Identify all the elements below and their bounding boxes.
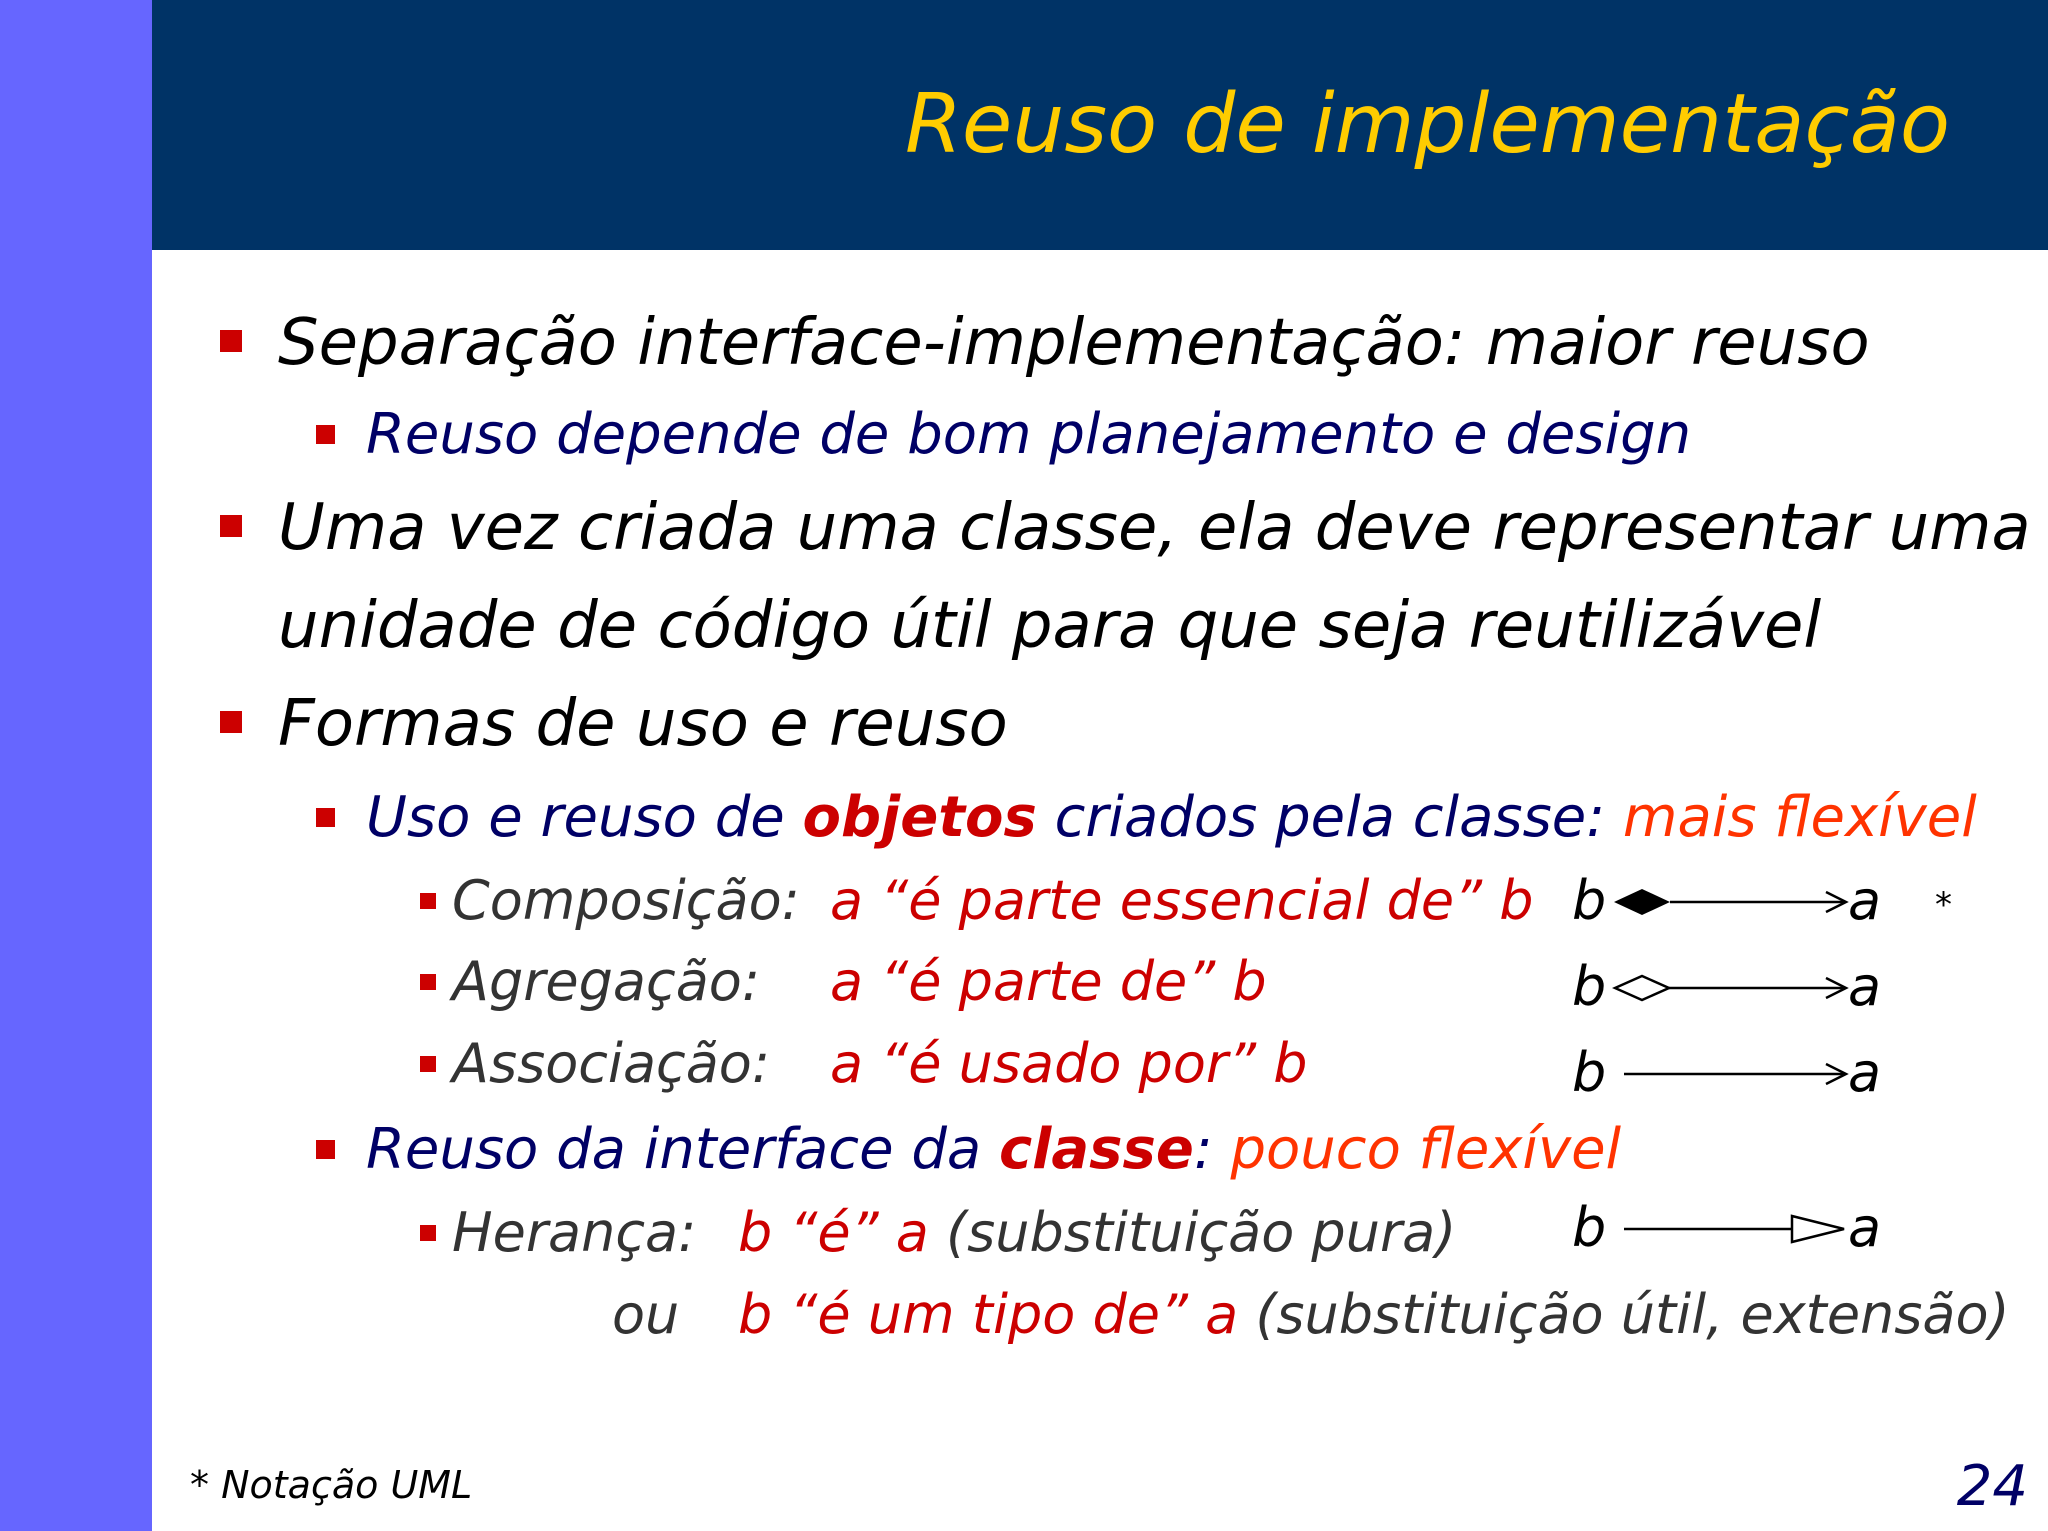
uml-composition-arrow <box>1612 880 1852 924</box>
sub-bullet-reuso-depende: Reuso depende de bom planejamento e design <box>366 402 1692 467</box>
bullet-marker <box>316 1140 335 1159</box>
relation-label-associacao: Associação: <box>452 1032 771 1095</box>
interface-prefix: Reuso da interface da <box>366 1117 999 1182</box>
interface-mid: : <box>1193 1117 1231 1182</box>
bullet-marker <box>220 515 242 537</box>
uso-mid: criados pela classe: <box>1036 785 1623 850</box>
relation-desc-associacao: a “é usado por” b <box>830 1032 1308 1095</box>
bullet-marker <box>420 1225 436 1241</box>
uml-heranca-from: b <box>1572 1196 1607 1259</box>
uml-inheritance-arrow <box>1612 1207 1852 1251</box>
uml-heranca-to: a <box>1848 1196 1882 1259</box>
sub-bullet-uso-objetos <box>366 783 1977 853</box>
heranca-desc2-rest: (substituição útil, extensão) <box>1238 1283 2010 1346</box>
heranca-desc <box>738 1198 1456 1268</box>
interface-accent: pouco flexível <box>1230 1117 1622 1182</box>
uml-aggregation-arrow <box>1612 966 1852 1010</box>
footnote-uml: * Notação UML <box>190 1463 473 1507</box>
uso-accent: mais flexível <box>1622 785 1977 850</box>
interface-bold-classe: classe <box>998 1117 1194 1182</box>
uml-composicao-from: b <box>1572 869 1607 932</box>
relation-desc-composicao: a “é parte essencial de” b <box>830 869 1534 932</box>
heranca-desc2-red: b “é um tipo de” a <box>738 1283 1239 1346</box>
uml-agregacao-from: b <box>1572 955 1607 1018</box>
slide-title: Reuso de implementação <box>904 77 1950 172</box>
bullet-marker <box>316 425 335 444</box>
uml-composicao-to: a <box>1848 869 1882 932</box>
bullet-separacao: Separação interface-implementação: maior reuso <box>278 306 1870 380</box>
left-sidebar-band <box>0 0 152 1531</box>
heranca-label: Herança: <box>452 1201 697 1264</box>
uml-agregacao-to: a <box>1848 955 1882 1018</box>
bullet-marker <box>316 808 335 827</box>
bullet-uma-vez-line1: Uma vez criada uma classe, ela deve representar uma <box>278 491 2031 565</box>
heranca-desc-rest: (substituição pura) <box>928 1201 1457 1264</box>
relation-label-composicao: Composição: <box>452 869 800 932</box>
bullet-marker <box>420 893 436 909</box>
heranca-ou: ou <box>612 1283 680 1346</box>
bullet-uma-vez-line2: unidade de código útil para que seja reutilizável <box>278 589 1822 663</box>
uml-associacao-to: a <box>1848 1041 1882 1104</box>
sub-bullet-reuso-interface <box>366 1115 1621 1185</box>
relation-desc-agregacao: a “é parte de” b <box>830 950 1267 1013</box>
uml-association-arrow <box>1612 1052 1852 1096</box>
uso-bold-objetos: objetos <box>802 785 1037 850</box>
uml-note-marker: * <box>1935 885 1952 925</box>
relation-label-agregacao: Agregação: <box>452 950 761 1013</box>
bullet-formas: Formas de uso e reuso <box>278 687 1008 761</box>
bullet-marker <box>420 974 436 990</box>
heranca-desc2 <box>738 1280 2010 1350</box>
title-bar <box>152 0 2048 250</box>
bullet-marker <box>220 711 242 733</box>
bullet-marker <box>220 330 242 352</box>
bullet-marker <box>420 1056 436 1072</box>
page-number: 24 <box>1956 1454 2028 1519</box>
uml-associacao-from: b <box>1572 1041 1607 1104</box>
uso-prefix: Uso e reuso de <box>366 785 803 850</box>
heranca-desc-red: b “é” a <box>738 1201 929 1264</box>
